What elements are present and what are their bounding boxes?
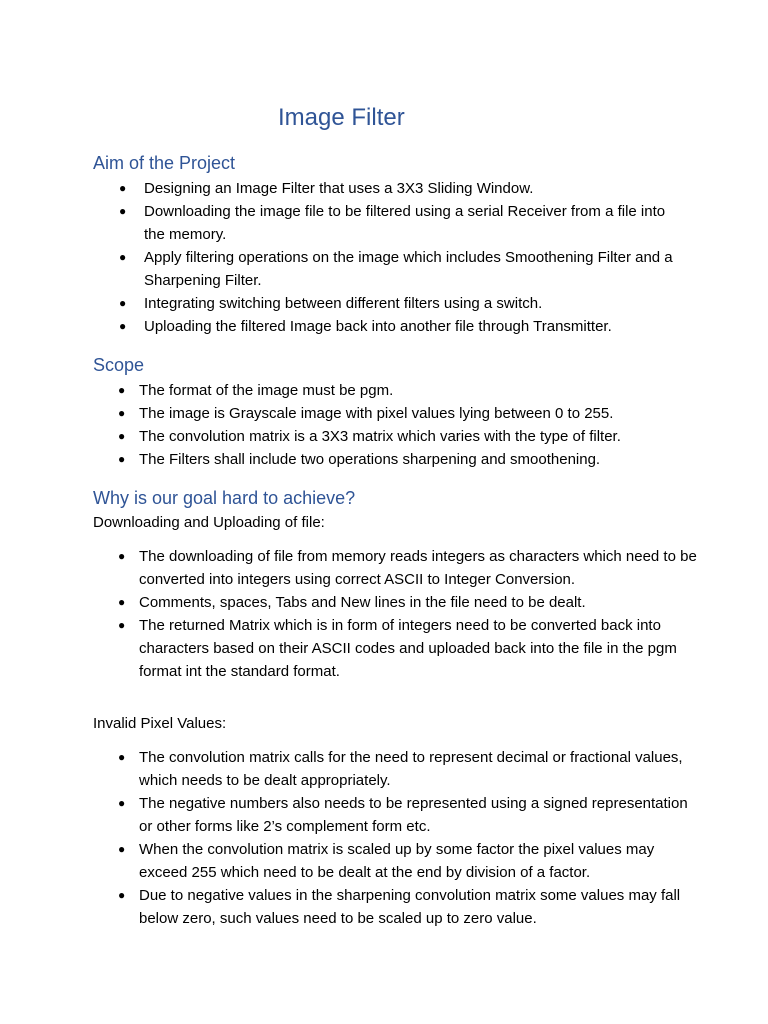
list-item-text: Integrating switching between different filters using a switch. (144, 295, 543, 312)
list-item (119, 315, 684, 338)
bullet-icon: ● (118, 888, 126, 902)
bullet-icon: ● (118, 429, 126, 443)
bullet-icon: ● (119, 296, 127, 310)
list-item-text: The Filters shall include two operations sharpening and smoothening. (139, 451, 601, 468)
list-item-text: Uploading the filtered Image back into another file through Transmitter. (144, 318, 612, 335)
invalid-pixel-heading: Invalid Pixel Values: (93, 715, 227, 732)
bullet-icon: ● (118, 452, 126, 466)
list-item (118, 792, 699, 838)
list-item-text: The format of the image must be pgm. (139, 382, 394, 399)
list-item-text: The convolution matrix is a 3X3 matrix which varies with the type of filter. (139, 428, 621, 445)
why-heading: Why is our goal hard to achieve? (93, 488, 356, 508)
bullet-icon: ● (119, 250, 127, 264)
list-item (118, 838, 699, 884)
bullet-icon: ● (118, 842, 126, 856)
bullet-icon: ● (118, 406, 126, 420)
download-upload-heading: Downloading and Uploading of file: (93, 514, 325, 531)
list-item (118, 448, 699, 471)
list-item-text: The convolution matrix calls for the need to represent decimal or fractional values, which needs to be dealt appropriately. (139, 749, 683, 789)
aim-list (119, 177, 684, 338)
bullet-icon: ● (119, 181, 127, 195)
list-item-text: Due to negative values in the sharpening convolution matrix some values may fall below zero, such values need to be scaled up to zero value. (139, 887, 681, 927)
list-item (118, 379, 699, 402)
list-item-text: The downloading of file from memory reads integers as characters which need to be converted into integers using correct ASCII to Integer Conversion. (139, 548, 697, 588)
list-item (119, 177, 684, 200)
list-item (118, 591, 699, 614)
list-item (118, 402, 699, 425)
list-item-text: Comments, spaces, Tabs and New lines in the file need to be dealt. (139, 594, 586, 611)
aim-heading: Aim of the Project (93, 153, 236, 173)
bullet-icon: ● (118, 618, 126, 632)
scope-heading: Scope (93, 355, 145, 375)
bullet-icon: ● (118, 549, 126, 563)
list-item (119, 200, 684, 246)
list-item-text: Downloading the image file to be filtered using a serial Receiver from a file into the memory. (144, 203, 666, 243)
list-item-text: When the convolution matrix is scaled up by some factor the pixel values may exceed 255 which need to be dealt at the end by division of a factor. (139, 841, 655, 881)
list-item (118, 884, 699, 930)
list-item (119, 292, 684, 315)
list-item (118, 746, 699, 792)
bullet-icon: ● (118, 796, 126, 810)
list-item (119, 246, 684, 292)
bullet-icon: ● (118, 595, 126, 609)
bullet-icon: ● (119, 319, 127, 333)
download-upload-list (118, 545, 699, 683)
list-item (118, 614, 699, 683)
list-item (118, 545, 699, 591)
list-item-text: Apply filtering operations on the image which includes Smoothening Filter and a Sharpening Filter. (144, 249, 673, 289)
list-item (118, 425, 699, 448)
document-title: Image Filter (278, 104, 405, 131)
list-item-text: Designing an Image Filter that uses a 3X3 Sliding Window. (144, 180, 534, 197)
list-item-text: The returned Matrix which is in form of integers need to be converted back into characters based on their ASCII codes and uploaded back into the file in the pgm format int the standard format. (139, 617, 677, 680)
list-item-text: The image is Grayscale image with pixel values lying between 0 to 255. (139, 405, 614, 422)
list-item-text: The negative numbers also needs to be represented using a signed representation or other forms like 2’s complement form etc. (139, 795, 688, 835)
scope-list (118, 379, 699, 471)
bullet-icon: ● (118, 750, 126, 764)
bullet-icon: ● (118, 383, 126, 397)
invalid-pixel-list (118, 746, 699, 930)
bullet-icon: ● (119, 204, 127, 218)
